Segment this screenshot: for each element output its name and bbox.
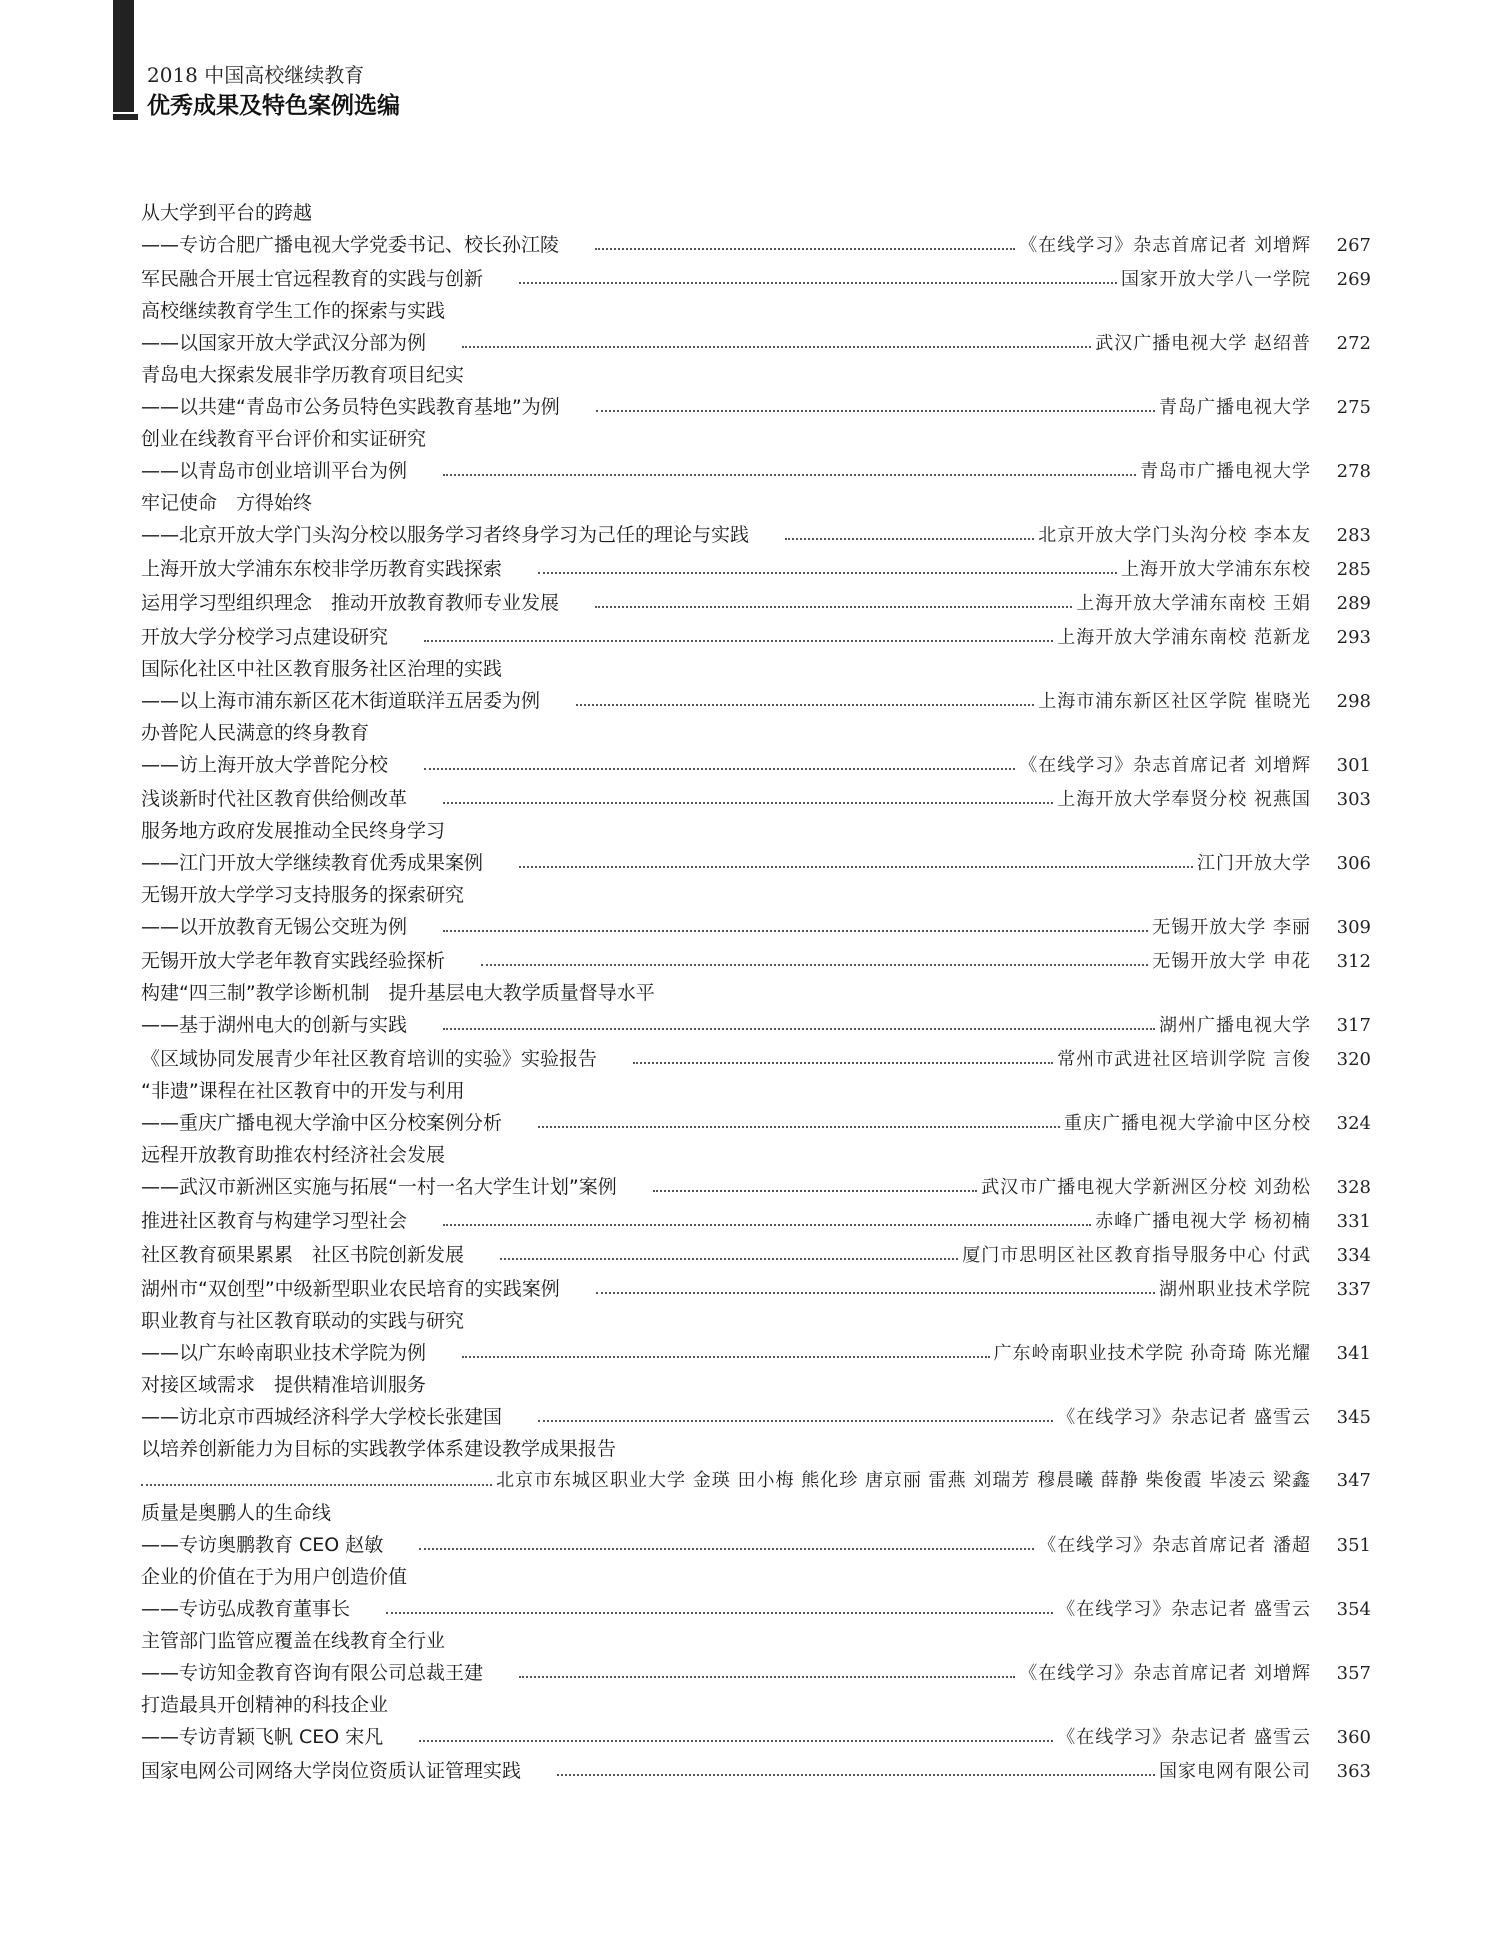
toc-entry-page: 309	[1336, 917, 1371, 938]
toc-entry-page: 328	[1336, 1177, 1371, 1198]
toc-entry-page: 345	[1336, 1407, 1371, 1428]
toc-entry-author: 国家电网有限公司	[1159, 1761, 1311, 1782]
leader-dots	[424, 768, 1015, 770]
leader-dots	[443, 930, 1148, 932]
toc-entry-author: 国家开放大学八一学院	[1121, 269, 1311, 290]
toc-entry-author: 上海开放大学奉贤分校 祝燕国	[1057, 789, 1311, 810]
toc-entry-text: ——专访青颖飞帆 CEO 宋凡	[141, 1726, 384, 1748]
toc-entry-title: 构建“四三制”教学诊断机制 提升基层电大教学质量督导水平	[141, 982, 655, 1004]
toc-entry-text: ——专访知金教育咨询有限公司总裁王建	[141, 1662, 484, 1684]
toc-entry-page: 298	[1336, 691, 1371, 712]
leader-dots	[538, 572, 1117, 574]
header-title: 优秀成果及特色案例选编	[147, 93, 400, 119]
toc-entry-page: 317	[1336, 1015, 1371, 1036]
toc-entry-text: ——访北京市西城经济科学大学校长张建国	[141, 1406, 503, 1428]
toc-entry-page: 289	[1336, 593, 1371, 614]
toc-entry-page: 320	[1336, 1049, 1371, 1070]
leader-dots	[653, 1190, 978, 1192]
toc-entry-title: 牢记使命 方得始终	[141, 492, 313, 514]
toc-entry-line[interactable]	[141, 454, 1371, 488]
toc-entry-text: ——以共建“青岛市公务员特色实践教育基地”为例	[141, 396, 560, 418]
toc-entry-page: 363	[1336, 1761, 1371, 1782]
leader-dots	[519, 1676, 1015, 1678]
toc-entry-line[interactable]	[141, 1204, 1371, 1238]
toc-entry-title: 以培养创新能力为目标的实践教学体系建设教学成果报告	[141, 1438, 617, 1460]
header-underline	[113, 114, 138, 120]
leader-dots	[443, 474, 1136, 476]
toc-entry-title: 质量是奥鹏人的生命线	[141, 1502, 332, 1524]
toc-entry-author: 青岛广播电视大学	[1159, 397, 1311, 418]
toc-entry-title: 创业在线教育平台评价和实证研究	[141, 428, 427, 450]
toc-entry-page: 312	[1336, 951, 1371, 972]
toc-entry-line[interactable]	[141, 1238, 1371, 1272]
toc-entry-author: 上海开放大学浦东南校 范新龙	[1057, 627, 1311, 648]
toc-entry-line[interactable]	[141, 326, 1371, 360]
toc-entry-page: 272	[1336, 333, 1371, 354]
header-year: 2018 中国高校继续教育	[147, 63, 365, 87]
toc-entry-page: 283	[1336, 525, 1371, 546]
toc-entry-title: 职业教育与社区教育联动的实践与研究	[141, 1310, 465, 1332]
leader-dots	[481, 964, 1148, 966]
toc-entry-text: ——武汉市新洲区实施与拓展“一村一名大学生计划”案例	[141, 1176, 617, 1198]
toc-entry-line[interactable]	[141, 1008, 1371, 1042]
toc-entry-line[interactable]	[141, 944, 1371, 978]
toc-entry-author: 无锡开放大学 申花	[1152, 951, 1311, 972]
toc-entry-text: 国家电网公司网络大学岗位资质认证管理实践	[141, 1760, 522, 1782]
toc-entry-author: 《在线学习》杂志记者 盛雪云	[1057, 1727, 1311, 1748]
toc-entry-page: 347	[1336, 1470, 1371, 1491]
toc-entry-text: ——江门开放大学继续教育优秀成果案例	[141, 852, 484, 874]
toc-entry-title: “非遗”课程在社区教育中的开发与利用	[141, 1080, 465, 1102]
toc-entry-author: 上海开放大学浦东南校 王娟	[1076, 593, 1311, 614]
leader-dots	[538, 1126, 1060, 1128]
toc-entry-author: 《在线学习》杂志首席记者 刘增辉	[1019, 755, 1311, 776]
toc-entry-page: 331	[1336, 1211, 1371, 1232]
toc-entry-author: 广东岭南职业技术学院 孙奇琦 陈光耀	[993, 1343, 1311, 1364]
toc-entry-text: ——专访合肥广播电视大学党委书记、校长孙江陵	[141, 234, 560, 256]
toc-entry-line[interactable]	[141, 910, 1371, 944]
leader-dots	[443, 1224, 1091, 1226]
leader-dots	[785, 538, 1034, 540]
leader-dots	[141, 1484, 492, 1486]
toc-entry-line[interactable]	[141, 262, 1371, 296]
toc-entry-line[interactable]	[141, 846, 1371, 880]
toc-entry-page: 301	[1336, 755, 1371, 776]
toc-entry-title: 主管部门监管应覆盖在线教育全行业	[141, 1630, 446, 1652]
toc-entry-text: ——访上海开放大学普陀分校	[141, 754, 389, 776]
toc-entry-text: 浅谈新时代社区教育供给侧改革	[141, 788, 408, 810]
toc-entry-page: 306	[1336, 853, 1371, 874]
toc-entry-author: 上海开放大学浦东东校	[1121, 559, 1311, 580]
toc-entry-author: 常州市武进社区培训学院 言俊	[1057, 1049, 1311, 1070]
toc-entry-page: 267	[1336, 235, 1371, 256]
toc-entry-line[interactable]	[141, 1170, 1371, 1204]
toc-entry-text: 《区域协同发展青少年社区教育培训的实验》实验报告	[141, 1048, 598, 1070]
toc-entry-line[interactable]	[141, 586, 1371, 620]
toc-entry-line[interactable]	[141, 748, 1371, 782]
toc-entry-author: 武汉广播电视大学 赵绍普	[1095, 333, 1311, 354]
leader-dots	[419, 1740, 1053, 1742]
toc-entry-page: 269	[1336, 269, 1371, 290]
toc-entry-text: 运用学习型组织理念 推动开放教育教师专业发展	[141, 592, 560, 614]
toc-entry-line[interactable]	[141, 552, 1371, 586]
toc-entry-line[interactable]	[141, 1042, 1371, 1076]
leader-dots	[538, 1420, 1053, 1422]
leader-dots	[595, 248, 1015, 250]
toc-entry-title: 对接区域需求 提供精准培训服务	[141, 1374, 427, 1396]
toc-entry-title: 服务地方政府发展推动全民终身学习	[141, 820, 446, 842]
leader-dots	[443, 802, 1053, 804]
toc-entry-author: 湖州广播电视大学	[1159, 1015, 1311, 1036]
leader-dots	[519, 282, 1117, 284]
toc-entry-author: 《在线学习》杂志记者 盛雪云	[1057, 1599, 1311, 1620]
toc-entry-text: 开放大学分校学习点建设研究	[141, 626, 389, 648]
toc-entry-author: 赤峰广播电视大学 杨初楠	[1095, 1211, 1311, 1232]
leader-dots	[519, 866, 1193, 868]
leader-dots	[576, 704, 1034, 706]
leader-dots	[500, 1258, 958, 1260]
toc-entry-author: 上海市浦东新区社区学院 崔晓光	[1038, 691, 1311, 712]
toc-entry-line[interactable]	[141, 518, 1371, 552]
toc-entry-line[interactable]	[141, 1336, 1371, 1370]
toc-entry-page: 351	[1336, 1535, 1371, 1556]
toc-entry-text: 上海开放大学浦东东校非学历教育实践探索	[141, 558, 503, 580]
toc-entry-author: 无锡开放大学 李丽	[1152, 917, 1311, 938]
toc-entry-text: 军民融合开展士官远程教育的实践与创新	[141, 268, 484, 290]
toc-entry-page: 341	[1336, 1343, 1371, 1364]
toc-entry-line[interactable]	[141, 1528, 1371, 1562]
toc-entry-text: ——以开放教育无锡公交班为例	[141, 916, 408, 938]
toc-entry-text: ——以上海市浦东新区花木街道联洋五居委为例	[141, 690, 541, 712]
leader-dots	[596, 1292, 1155, 1294]
toc-entry-text: 推进社区教育与构建学习型社会	[141, 1210, 408, 1232]
toc-entry-page: 303	[1336, 789, 1371, 810]
toc-entry-author: 湖州职业技术学院	[1159, 1279, 1311, 1300]
leader-dots	[462, 346, 1091, 348]
toc-entry-line[interactable]	[141, 1272, 1371, 1306]
leader-dots	[596, 410, 1155, 412]
toc-entry-title: 从大学到平台的跨越	[141, 202, 313, 224]
leader-dots	[443, 1028, 1155, 1030]
toc-entry-page: 360	[1336, 1727, 1371, 1748]
toc-entry-line[interactable]	[141, 782, 1371, 816]
leader-dots	[424, 640, 1053, 642]
toc-entry-text: 湖州市“双创型”中级新型职业农民培育的实践案例	[141, 1278, 560, 1300]
toc-entry-author: 青岛市广播电视大学	[1140, 461, 1311, 482]
toc-entry-text: ——北京开放大学门头沟分校以服务学习者终身学习为己任的理论与实践	[141, 524, 750, 546]
toc-entry-line[interactable]	[141, 1754, 1371, 1788]
toc-entry-page: 278	[1336, 461, 1371, 482]
toc-entry-author: 江门开放大学	[1197, 853, 1311, 874]
toc-entry-author: 重庆广播电视大学渝中区分校	[1064, 1113, 1311, 1134]
toc-entry-title: 青岛电大探索发展非学历教育项目纪实	[141, 364, 465, 386]
toc-entry-page: 357	[1336, 1663, 1371, 1684]
toc-entry-author: 武汉市广播电视大学新洲区分校 刘劲松	[981, 1177, 1311, 1198]
toc-entry-author: 《在线学习》杂志首席记者 潘超	[1038, 1535, 1311, 1556]
toc-entry-line[interactable]	[141, 1592, 1371, 1626]
header-bar	[113, 0, 134, 112]
toc-entry-author: 厦门市思明区社区教育指导服务中心 付武	[962, 1245, 1311, 1266]
toc-entry-text: ——专访奥鹏教育 CEO 赵敏	[141, 1534, 384, 1556]
toc-entry-line[interactable]	[141, 1720, 1371, 1754]
toc-entry-title: 无锡开放大学学习支持服务的探索研究	[141, 884, 465, 906]
toc-entry-text: ——基于湖州电大的创新与实践	[141, 1014, 408, 1036]
toc-entry-title: 企业的价值在于为用户创造价值	[141, 1566, 408, 1588]
leader-dots	[419, 1548, 1034, 1550]
toc-entry-author: 《在线学习》杂志首席记者 刘增辉	[1019, 1663, 1311, 1684]
toc-entry-title: 远程开放教育助推农村经济社会发展	[141, 1144, 446, 1166]
toc-entry-page: 275	[1336, 397, 1371, 418]
toc-entry-page: 324	[1336, 1113, 1371, 1134]
toc-entry-text: 社区教育硕果累累 社区书院创新发展	[141, 1244, 465, 1266]
leader-dots	[633, 1062, 1053, 1064]
toc-entry-line[interactable]	[141, 1400, 1371, 1434]
toc-entry-text: ——专访弘成教育董事长	[141, 1598, 351, 1620]
leader-dots	[386, 1612, 1053, 1614]
toc-entry-text: ——以国家开放大学武汉分部为例	[141, 332, 427, 354]
toc-entry-page: 354	[1336, 1599, 1371, 1620]
toc-entry-text: 无锡开放大学老年教育实践经验探析	[141, 950, 446, 972]
toc-entry-line[interactable]	[141, 1656, 1371, 1690]
toc-entry-author: 北京开放大学门头沟分校 李本友	[1038, 525, 1311, 546]
toc-entry-author: 北京市东城区职业大学 金瑛 田小梅 熊化珍 唐京丽 雷燕 刘瑞芳 穆晨曦 薛静 柴俊霞 毕凌云 梁鑫	[496, 1470, 1311, 1491]
leader-dots	[557, 1774, 1155, 1776]
toc-entry-line[interactable]	[141, 620, 1371, 654]
toc-entry-text: ——重庆广播电视大学渝中区分校案例分析	[141, 1112, 503, 1134]
toc-entry-page: 285	[1336, 559, 1371, 580]
toc-entry-line[interactable]	[141, 684, 1371, 718]
toc-entry-title: 办普陀人民满意的终身教育	[141, 722, 370, 744]
toc-entry-page: 334	[1336, 1245, 1371, 1266]
toc-entry-text: ——以广东岭南职业技术学院为例	[141, 1342, 427, 1364]
toc-entry-title: 高校继续教育学生工作的探索与实践	[141, 300, 446, 322]
toc-entry-author: 《在线学习》杂志记者 盛雪云	[1057, 1407, 1311, 1428]
leader-dots	[595, 606, 1072, 608]
toc-entry-title: 打造最具开创精神的科技企业	[141, 1694, 389, 1716]
toc-entry-line[interactable]	[141, 390, 1371, 424]
toc-entry-text: ——以青岛市创业培训平台为例	[141, 460, 408, 482]
table-of-contents	[141, 198, 1371, 1788]
toc-entry-line[interactable]	[141, 228, 1371, 262]
toc-entry-author: 《在线学习》杂志首席记者 刘增辉	[1019, 235, 1311, 256]
toc-entry-line[interactable]	[141, 1464, 1371, 1498]
toc-entry-title: 国际化社区中社区教育服务社区治理的实践	[141, 658, 503, 680]
toc-entry-page: 293	[1336, 627, 1371, 648]
leader-dots	[462, 1356, 990, 1358]
toc-entry-line[interactable]	[141, 1106, 1371, 1140]
toc-entry-page: 337	[1336, 1279, 1371, 1300]
